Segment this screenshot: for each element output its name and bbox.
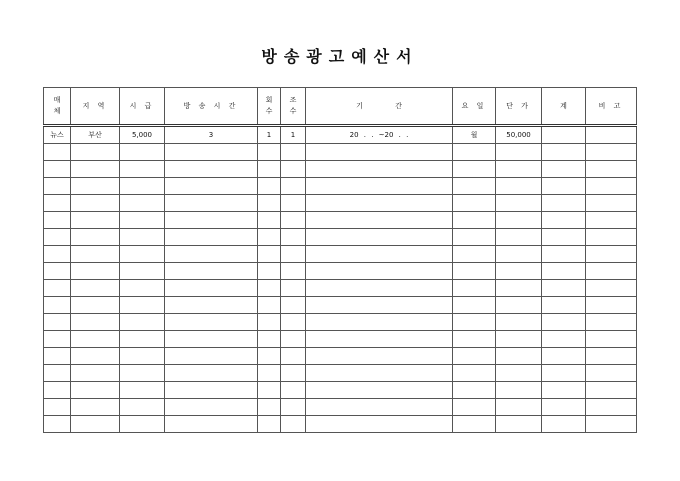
cell-day[interactable] bbox=[453, 263, 496, 280]
cell-media[interactable] bbox=[44, 229, 71, 246]
cell-total[interactable] bbox=[542, 382, 586, 399]
cell-note[interactable] bbox=[586, 314, 637, 331]
table-row bbox=[44, 382, 637, 399]
table-row bbox=[44, 246, 637, 263]
cell-count[interactable] bbox=[258, 280, 281, 297]
cell-count[interactable] bbox=[258, 229, 281, 246]
cell-region[interactable] bbox=[71, 246, 120, 263]
cell-period[interactable] bbox=[306, 161, 453, 178]
header-media-line2: 체 bbox=[53, 107, 61, 115]
cell-rate[interactable] bbox=[120, 399, 165, 416]
header-weeks-line2: 수 bbox=[289, 107, 297, 115]
cell-count[interactable] bbox=[258, 178, 281, 195]
cell-note[interactable] bbox=[586, 126, 637, 144]
cell-note[interactable] bbox=[586, 229, 637, 246]
cell-weeks[interactable]: 1 bbox=[281, 126, 306, 144]
cell-note[interactable] bbox=[586, 399, 637, 416]
cell-period[interactable] bbox=[306, 348, 453, 365]
cell-weeks[interactable] bbox=[281, 348, 306, 365]
cell-count[interactable] bbox=[258, 246, 281, 263]
cell-airtime[interactable] bbox=[165, 144, 258, 161]
cell-weeks[interactable] bbox=[281, 382, 306, 399]
cell-weeks[interactable] bbox=[281, 178, 306, 195]
cell-rate[interactable] bbox=[120, 382, 165, 399]
cell-unit-price[interactable] bbox=[496, 212, 542, 229]
cell-count[interactable] bbox=[258, 263, 281, 280]
cell-weeks[interactable] bbox=[281, 314, 306, 331]
cell-day[interactable] bbox=[453, 212, 496, 229]
cell-region[interactable] bbox=[71, 280, 120, 297]
cell-period[interactable] bbox=[306, 144, 453, 161]
cell-day[interactable] bbox=[453, 280, 496, 297]
cell-region[interactable] bbox=[71, 144, 120, 161]
cell-airtime[interactable] bbox=[165, 212, 258, 229]
cell-note[interactable] bbox=[586, 382, 637, 399]
cell-airtime[interactable] bbox=[165, 314, 258, 331]
cell-note[interactable] bbox=[586, 161, 637, 178]
cell-note[interactable] bbox=[586, 365, 637, 382]
cell-total[interactable] bbox=[542, 126, 586, 144]
cell-count[interactable] bbox=[258, 348, 281, 365]
cell-period[interactable] bbox=[306, 263, 453, 280]
cell-airtime[interactable] bbox=[165, 246, 258, 263]
cell-day[interactable] bbox=[453, 382, 496, 399]
cell-unit-price[interactable] bbox=[496, 365, 542, 382]
cell-region[interactable] bbox=[71, 314, 120, 331]
cell-airtime[interactable] bbox=[165, 348, 258, 365]
cell-rate[interactable] bbox=[120, 263, 165, 280]
cell-rate[interactable] bbox=[120, 195, 165, 212]
cell-weeks[interactable] bbox=[281, 416, 306, 433]
cell-unit-price[interactable] bbox=[496, 263, 542, 280]
cell-note[interactable] bbox=[586, 195, 637, 212]
cell-note[interactable] bbox=[586, 331, 637, 348]
cell-count[interactable] bbox=[258, 212, 281, 229]
cell-region[interactable] bbox=[71, 365, 120, 382]
header-media bbox=[44, 88, 71, 126]
cell-period[interactable] bbox=[306, 331, 453, 348]
table-row bbox=[44, 212, 637, 229]
cell-region[interactable] bbox=[71, 161, 120, 178]
cell-total[interactable] bbox=[542, 195, 586, 212]
cell-period[interactable] bbox=[306, 314, 453, 331]
cell-region[interactable] bbox=[71, 399, 120, 416]
cell-unit-price[interactable] bbox=[496, 314, 542, 331]
table-body bbox=[44, 126, 637, 433]
cell-total[interactable] bbox=[542, 331, 586, 348]
cell-unit-price[interactable] bbox=[496, 144, 542, 161]
table-row bbox=[44, 297, 637, 314]
cell-media[interactable]: 뉴스 bbox=[44, 126, 71, 144]
header-rate: 시 급 bbox=[120, 88, 165, 126]
header-total: 계 bbox=[542, 88, 586, 126]
cell-note[interactable] bbox=[586, 178, 637, 195]
cell-total[interactable] bbox=[542, 246, 586, 263]
cell-rate[interactable] bbox=[120, 297, 165, 314]
cell-weeks[interactable] bbox=[281, 229, 306, 246]
header-row bbox=[44, 88, 637, 126]
cell-rate[interactable] bbox=[120, 280, 165, 297]
table-row bbox=[44, 348, 637, 365]
cell-rate[interactable] bbox=[120, 314, 165, 331]
cell-day[interactable] bbox=[453, 161, 496, 178]
cell-period[interactable] bbox=[306, 365, 453, 382]
cell-count[interactable]: 1 bbox=[258, 126, 281, 144]
cell-region[interactable] bbox=[71, 212, 120, 229]
cell-media[interactable] bbox=[44, 280, 71, 297]
cell-media[interactable] bbox=[44, 263, 71, 280]
cell-count[interactable] bbox=[258, 399, 281, 416]
cell-airtime[interactable] bbox=[165, 161, 258, 178]
table-row bbox=[44, 126, 637, 144]
header-airtime: 방 송 시 간 bbox=[165, 88, 258, 126]
cell-region[interactable]: 부산 bbox=[71, 126, 120, 144]
cell-period[interactable] bbox=[306, 178, 453, 195]
cell-note[interactable] bbox=[586, 416, 637, 433]
cell-unit-price[interactable] bbox=[496, 161, 542, 178]
cell-count[interactable] bbox=[258, 382, 281, 399]
cell-unit-price[interactable] bbox=[496, 348, 542, 365]
cell-region[interactable] bbox=[71, 331, 120, 348]
cell-airtime[interactable] bbox=[165, 280, 258, 297]
cell-weeks[interactable] bbox=[281, 144, 306, 161]
cell-count[interactable] bbox=[258, 297, 281, 314]
cell-rate[interactable]: 5,000 bbox=[120, 126, 165, 144]
cell-unit-price[interactable] bbox=[496, 229, 542, 246]
cell-count[interactable] bbox=[258, 416, 281, 433]
cell-period[interactable] bbox=[306, 382, 453, 399]
cell-region[interactable] bbox=[71, 178, 120, 195]
cell-airtime[interactable] bbox=[165, 416, 258, 433]
cell-weeks[interactable] bbox=[281, 280, 306, 297]
cell-note[interactable] bbox=[586, 348, 637, 365]
table-row bbox=[44, 144, 637, 161]
cell-count[interactable] bbox=[258, 144, 281, 161]
cell-media[interactable] bbox=[44, 314, 71, 331]
cell-total[interactable] bbox=[542, 297, 586, 314]
table-row bbox=[44, 416, 637, 433]
cell-day[interactable] bbox=[453, 195, 496, 212]
cell-airtime[interactable] bbox=[165, 382, 258, 399]
cell-weeks[interactable] bbox=[281, 161, 306, 178]
cell-total[interactable] bbox=[542, 416, 586, 433]
cell-day[interactable]: 월 bbox=[453, 126, 496, 144]
cell-rate[interactable] bbox=[120, 416, 165, 433]
cell-unit-price[interactable] bbox=[496, 382, 542, 399]
cell-weeks[interactable] bbox=[281, 399, 306, 416]
cell-region[interactable] bbox=[71, 382, 120, 399]
table-row bbox=[44, 195, 637, 212]
cell-count[interactable] bbox=[258, 314, 281, 331]
table-row bbox=[44, 280, 637, 297]
cell-day[interactable] bbox=[453, 144, 496, 161]
cell-unit-price[interactable] bbox=[496, 280, 542, 297]
cell-rate[interactable] bbox=[120, 178, 165, 195]
cell-airtime[interactable] bbox=[165, 178, 258, 195]
cell-day[interactable] bbox=[453, 314, 496, 331]
cell-region[interactable] bbox=[71, 229, 120, 246]
document-title: 방송광고예산서 bbox=[261, 47, 419, 66]
cell-unit-price[interactable] bbox=[496, 416, 542, 433]
cell-note[interactable] bbox=[586, 212, 637, 229]
cell-period[interactable] bbox=[306, 297, 453, 314]
cell-day[interactable] bbox=[453, 331, 496, 348]
cell-media[interactable] bbox=[44, 212, 71, 229]
cell-weeks[interactable] bbox=[281, 365, 306, 382]
cell-total[interactable] bbox=[542, 263, 586, 280]
cell-day[interactable] bbox=[453, 178, 496, 195]
cell-rate[interactable] bbox=[120, 212, 165, 229]
cell-unit-price[interactable] bbox=[496, 246, 542, 263]
cell-media[interactable] bbox=[44, 297, 71, 314]
cell-day[interactable] bbox=[453, 297, 496, 314]
cell-day[interactable] bbox=[453, 246, 496, 263]
cell-unit-price[interactable] bbox=[496, 331, 542, 348]
cell-region[interactable] bbox=[71, 263, 120, 280]
cell-note[interactable] bbox=[586, 246, 637, 263]
cell-rate[interactable] bbox=[120, 229, 165, 246]
cell-weeks[interactable] bbox=[281, 331, 306, 348]
cell-media[interactable] bbox=[44, 246, 71, 263]
cell-total[interactable] bbox=[542, 144, 586, 161]
table-row bbox=[44, 229, 637, 246]
table-row bbox=[44, 331, 637, 348]
header-period: 기 간 bbox=[306, 88, 453, 126]
cell-total[interactable] bbox=[542, 161, 586, 178]
cell-note[interactable] bbox=[586, 297, 637, 314]
cell-total[interactable] bbox=[542, 229, 586, 246]
cell-rate[interactable] bbox=[120, 246, 165, 263]
cell-period[interactable] bbox=[306, 280, 453, 297]
cell-period[interactable] bbox=[306, 416, 453, 433]
cell-airtime[interactable] bbox=[165, 399, 258, 416]
cell-weeks[interactable] bbox=[281, 246, 306, 263]
cell-region[interactable] bbox=[71, 195, 120, 212]
cell-period[interactable]: 20 . . ~20 . . bbox=[306, 126, 453, 144]
header-count-line1: 회 bbox=[265, 96, 273, 104]
budget-table bbox=[43, 87, 637, 433]
cell-weeks[interactable] bbox=[281, 263, 306, 280]
cell-media[interactable] bbox=[44, 195, 71, 212]
cell-count[interactable] bbox=[258, 195, 281, 212]
cell-airtime[interactable] bbox=[165, 365, 258, 382]
table-row bbox=[44, 178, 637, 195]
header-media-line1: 매 bbox=[53, 96, 61, 104]
cell-period[interactable] bbox=[306, 229, 453, 246]
cell-day[interactable] bbox=[453, 365, 496, 382]
cell-day[interactable] bbox=[453, 416, 496, 433]
cell-media[interactable] bbox=[44, 144, 71, 161]
table-row bbox=[44, 314, 637, 331]
cell-count[interactable] bbox=[258, 161, 281, 178]
cell-media[interactable] bbox=[44, 365, 71, 382]
cell-total[interactable] bbox=[542, 365, 586, 382]
cell-total[interactable] bbox=[542, 212, 586, 229]
cell-total[interactable] bbox=[542, 314, 586, 331]
cell-weeks[interactable] bbox=[281, 195, 306, 212]
cell-region[interactable] bbox=[71, 297, 120, 314]
cell-media[interactable] bbox=[44, 416, 71, 433]
cell-total[interactable] bbox=[542, 280, 586, 297]
cell-total[interactable] bbox=[542, 399, 586, 416]
header-weeks-line1: 조 bbox=[289, 96, 297, 104]
header-region: 지 역 bbox=[71, 88, 120, 126]
cell-weeks[interactable] bbox=[281, 212, 306, 229]
header-day: 요 일 bbox=[453, 88, 496, 126]
cell-count[interactable] bbox=[258, 365, 281, 382]
cell-airtime[interactable] bbox=[165, 263, 258, 280]
cell-airtime[interactable] bbox=[165, 297, 258, 314]
cell-airtime[interactable]: 3 bbox=[165, 126, 258, 144]
cell-media[interactable] bbox=[44, 161, 71, 178]
cell-count[interactable] bbox=[258, 331, 281, 348]
cell-day[interactable] bbox=[453, 348, 496, 365]
cell-unit-price[interactable] bbox=[496, 297, 542, 314]
cell-note[interactable] bbox=[586, 263, 637, 280]
cell-rate[interactable] bbox=[120, 365, 165, 382]
cell-rate[interactable] bbox=[120, 144, 165, 161]
cell-total[interactable] bbox=[542, 348, 586, 365]
cell-unit-price[interactable] bbox=[496, 178, 542, 195]
header-count bbox=[258, 88, 281, 126]
cell-unit-price[interactable]: 50,000 bbox=[496, 126, 542, 144]
cell-total[interactable] bbox=[542, 178, 586, 195]
cell-period[interactable] bbox=[306, 246, 453, 263]
cell-note[interactable] bbox=[586, 144, 637, 161]
table-row bbox=[44, 263, 637, 280]
cell-unit-price[interactable] bbox=[496, 399, 542, 416]
header-note: 비 고 bbox=[586, 88, 637, 126]
cell-airtime[interactable] bbox=[165, 195, 258, 212]
cell-airtime[interactable] bbox=[165, 331, 258, 348]
header-unit-price: 단 가 bbox=[496, 88, 542, 126]
cell-unit-price[interactable] bbox=[496, 195, 542, 212]
cell-day[interactable] bbox=[453, 399, 496, 416]
cell-weeks[interactable] bbox=[281, 297, 306, 314]
cell-media[interactable] bbox=[44, 399, 71, 416]
header-count-line2: 수 bbox=[265, 107, 273, 115]
cell-period[interactable] bbox=[306, 195, 453, 212]
cell-media[interactable] bbox=[44, 331, 71, 348]
cell-rate[interactable] bbox=[120, 161, 165, 178]
cell-media[interactable] bbox=[44, 348, 71, 365]
cell-period[interactable] bbox=[306, 399, 453, 416]
cell-note[interactable] bbox=[586, 280, 637, 297]
cell-rate[interactable] bbox=[120, 348, 165, 365]
cell-day[interactable] bbox=[453, 229, 496, 246]
cell-region[interactable] bbox=[71, 416, 120, 433]
table-row bbox=[44, 399, 637, 416]
table-row bbox=[44, 365, 637, 382]
cell-rate[interactable] bbox=[120, 331, 165, 348]
header-weeks bbox=[281, 88, 306, 126]
cell-media[interactable] bbox=[44, 382, 71, 399]
table-row bbox=[44, 161, 637, 178]
cell-region[interactable] bbox=[71, 348, 120, 365]
cell-media[interactable] bbox=[44, 178, 71, 195]
cell-period[interactable] bbox=[306, 212, 453, 229]
cell-airtime[interactable] bbox=[165, 229, 258, 246]
